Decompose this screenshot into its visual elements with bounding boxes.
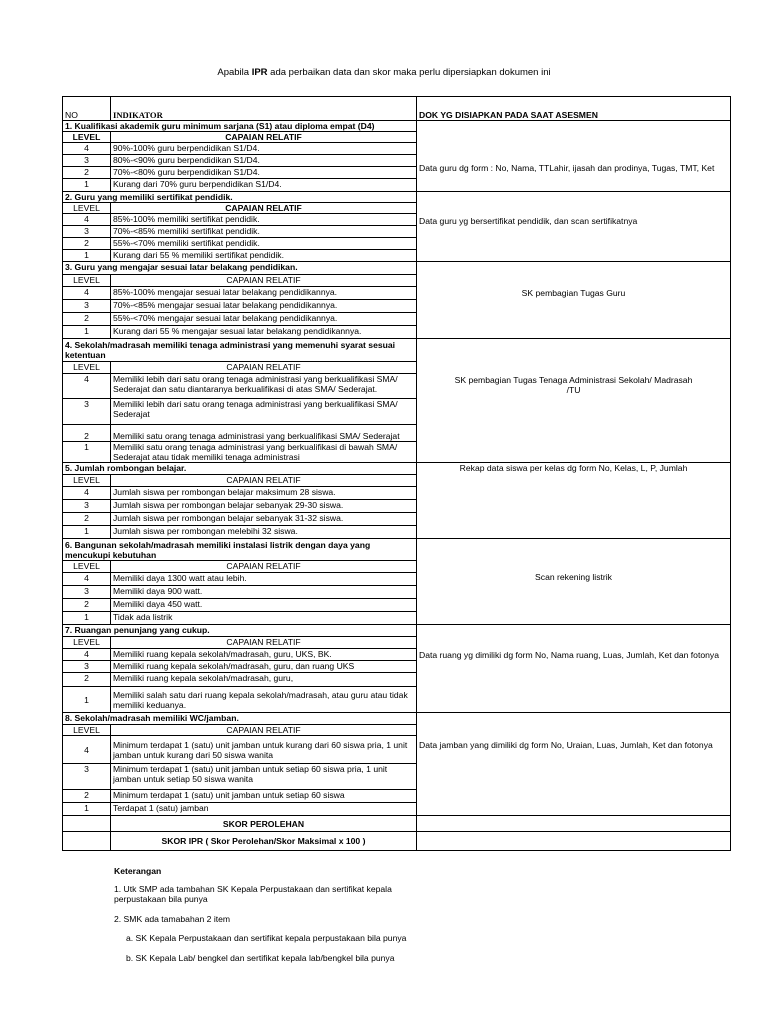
keterangan-item: 1. Utk SMP ada tambahan SK Kepala Perpustakaan dan sertifikat kepala perpustakaan bila punya	[114, 883, 392, 904]
section-title-row	[63, 262, 731, 275]
level-value: 1	[63, 179, 111, 192]
criteria-text: Kurang dari 55 % memiliki sertifikat pendidik.	[111, 250, 417, 262]
level-header: LEVEL	[63, 475, 111, 487]
level-value: 3	[63, 586, 111, 599]
skor-ipr-empty	[63, 832, 111, 851]
dok-cell-3: SK pembagian Tugas Guru	[417, 262, 731, 339]
capaian-header: CAPAIAN RELATIF	[111, 637, 417, 649]
dok-cell-4: SK pembagian Tugas Tenaga Administrasi Sekolah/ Madrasah /TU	[417, 339, 731, 463]
skor-ipr-value	[417, 832, 731, 851]
level-value: 1	[63, 612, 111, 625]
level-value: 4	[63, 487, 111, 500]
criteria-text: 85%-100% mengajar sesuai latar belakang pendidikannya.	[111, 287, 417, 300]
level-value: 3	[63, 226, 111, 238]
level-value: 3	[63, 399, 111, 425]
level-header: LEVEL	[63, 362, 111, 374]
criteria-text: Terdapat 1 (satu) jamban	[111, 803, 417, 816]
skor-perolehan-label: SKOR PEROLEHAN	[111, 816, 417, 832]
level-value: 4	[63, 573, 111, 586]
criteria-text: Memiliki daya 1300 watt atau lebih.	[111, 573, 417, 586]
capaian-header: CAPAIAN RELATIF	[111, 475, 417, 487]
keterangan-item: a. SK Kepala Perpustakaan dan sertifikat kepala perpustakaan bila punya	[126, 933, 407, 943]
section-title-1: 1. Kualifikasi akademik guru minimum sarjana (S1) atau diploma empat (D4)	[63, 121, 417, 132]
level-value: 3	[63, 300, 111, 313]
criteria-text: 70%-<85% memiliki sertifikat pendidik.	[111, 226, 417, 238]
criteria-text: Tidak ada listrik	[111, 612, 417, 625]
criteria-text: Jumlah siswa per rombongan belajar maksimum 28 siswa.	[111, 487, 417, 500]
header-indikator: INDIKATOR	[111, 97, 417, 121]
keterangan-notes	[114, 866, 414, 972]
section-title-5: 5. Jumlah rombongan belajar.	[63, 463, 417, 475]
section-title-row	[63, 121, 731, 132]
header-dok: DOK YG DISIAPKAN PADA SAAT ASESMEN	[417, 97, 731, 121]
criteria-text: Kurang dari 70% guru berpendidikan S1/D4.	[111, 179, 417, 192]
level-value: 2	[63, 425, 111, 442]
criteria-text: Memiliki ruang kepala sekolah/madrasah, guru,	[111, 673, 417, 687]
table-header-row	[63, 97, 731, 121]
criteria-text: 90%-100% guru berpendidikan S1/D4.	[111, 143, 417, 155]
level-value: 4	[63, 287, 111, 300]
intro-text-after: ada perbaikan data dan skor maka perlu dipersiapkan dokumen ini	[267, 67, 551, 78]
capaian-header: CAPAIAN RELATIF	[111, 203, 417, 214]
level-value: 3	[63, 155, 111, 167]
level-header: LEVEL	[63, 275, 111, 287]
skor-perolehan-row	[63, 816, 731, 832]
skor-perolehan-value	[417, 816, 731, 832]
skor-ipr-label: SKOR IPR ( Skor Perolehan/Skor Maksimal x 100 )	[111, 832, 417, 851]
criteria-text: Jumlah siswa per rombongan belajar sebanyak 29-30 siswa.	[111, 500, 417, 513]
capaian-header: CAPAIAN RELATIF	[111, 362, 417, 374]
level-value: 3	[63, 661, 111, 673]
criteria-text: Jumlah siswa per rombongan belajar sebanyak 31-32 siswa.	[111, 513, 417, 526]
section-title-row	[63, 339, 731, 362]
criteria-text: Memiliki salah satu dari ruang kepala sekolah/madrasah, atau guru atau tidak memiliki keduanya.	[111, 687, 417, 713]
section-title-4: 4. Sekolah/madrasah memiliki tenaga administrasi yang memenuhi syarat sesuai ketentuan	[63, 339, 417, 362]
capaian-header: CAPAIAN RELATIF	[111, 275, 417, 287]
level-value: 3	[63, 500, 111, 513]
level-value: 1	[63, 803, 111, 816]
keterangan-item: 2. SMK ada tamabahan 2 item	[114, 913, 231, 924]
section-title-row	[63, 539, 731, 561]
level-header: LEVEL	[63, 203, 111, 214]
keterangan-title: Keterangan	[114, 866, 162, 876]
capaian-header: CAPAIAN RELATIF	[111, 132, 417, 143]
level-value: 1	[63, 442, 111, 463]
level-value: 4	[63, 143, 111, 155]
level-value: 4	[63, 214, 111, 226]
criteria-text: 55%-<70% mengajar sesuai latar belakang pendidikannya.	[111, 313, 417, 326]
section-title-7: 7. Ruangan penunjang yang cukup.	[63, 625, 417, 637]
level-value: 2	[63, 599, 111, 612]
level-value: 4	[63, 374, 111, 399]
intro-text-bold: IPR	[251, 67, 268, 78]
level-value: 2	[63, 513, 111, 526]
level-value: 4	[63, 736, 111, 764]
criteria-text: Jumlah siswa per rombongan melebihi 32 siswa.	[111, 526, 417, 539]
section-title-6: 6. Bangunan sekolah/madrasah memiliki instalasi listrik dengan daya yang mencukupi kebutuhan	[63, 539, 417, 561]
section-title-row	[63, 625, 731, 637]
section-title-3: 3. Guru yang mengajar sesuai latar belakang pendidikan.	[63, 262, 417, 275]
criteria-text: 55%-<70% memiliki sertifikat pendidik.	[111, 238, 417, 250]
section-title-8: 8. Sekolah/madrasah memiliki WC/jamban.	[63, 713, 417, 725]
criteria-text: Minimum terdapat 1 (satu) unit jamban untuk setiap 60 siswa pria, 1 unit jamban untuk setiap 50 siswa wanita	[111, 764, 417, 790]
criteria-text: 80%-<90% guru berpendidikan S1/D4.	[111, 155, 417, 167]
dok-cell-8: Data jamban yang dimiliki dg form No, Uraian, Luas, Jumlah, Ket dan fotonya	[417, 713, 731, 816]
skor-perolehan-empty	[63, 816, 111, 832]
criteria-text: Memiliki satu orang tenaga administrasi yang berkualifikasi di bawah SMA/ Sederajat atau tidak memiliki tenaga administrasi	[111, 442, 417, 463]
level-value: 4	[63, 649, 111, 661]
level-value: 1	[63, 526, 111, 539]
criteria-text: Memiliki lebih dari satu orang tenaga administrasi yang berkualifikasi SMA/ Sederajat dan satu diantaranya berkualifikasi di atas SMA/ Sederajat.	[111, 374, 417, 399]
ipr-table	[62, 96, 731, 851]
dok-cell-7: Data ruang yg dimiliki dg form No, Nama ruang, Luas, Jumlah, Ket dan fotonya	[417, 625, 731, 713]
criteria-text: Minimum terdapat 1 (satu) unit jamban untuk setiap 60 siswa	[111, 790, 417, 803]
criteria-text: 70%-<85% mengajar sesuai latar belakang pendidikannya.	[111, 300, 417, 313]
dok-cell-1: Data guru dg form : No, Nama, TTLahir, ijasah dan prodinya, Tugas, TMT, Ket	[417, 121, 731, 192]
level-header: LEVEL	[63, 132, 111, 143]
level-value: 2	[63, 790, 111, 803]
dok-cell-2: Data guru yg bersertifikat pendidik, dan scan sertifikatnya	[417, 192, 731, 262]
criteria-text: Memiliki lebih dari satu orang tenaga administrasi yang berkualifikasi SMA/ Sederajat	[111, 399, 417, 425]
criteria-text: Memiliki ruang kepala sekolah/madrasah, guru, UKS, BK.	[111, 649, 417, 661]
dok-cell-5: Rekap data siswa per kelas dg form No, Kelas, L, P, Jumlah	[417, 463, 731, 539]
level-value: 1	[63, 250, 111, 262]
section-title-row	[63, 713, 731, 725]
capaian-header: CAPAIAN RELATIF	[111, 561, 417, 573]
criteria-text: Memiliki daya 900 watt.	[111, 586, 417, 599]
level-value: 2	[63, 673, 111, 687]
capaian-header: CAPAIAN RELATIF	[111, 725, 417, 736]
level-value: 2	[63, 167, 111, 179]
criteria-text: Memiliki daya 450 watt.	[111, 599, 417, 612]
criteria-text: Minimum terdapat 1 (satu) unit jamban untuk kurang dari 60 siswa pria, 1 unit jamban untuk kurang dari 50 siswa wanita	[111, 736, 417, 764]
intro-note	[0, 67, 768, 78]
level-value: 3	[63, 764, 111, 790]
level-value: 1	[63, 687, 111, 713]
level-header: LEVEL	[63, 637, 111, 649]
header-no: NO	[63, 97, 111, 121]
criteria-text: Memiliki ruang kepala sekolah/madrasah, guru, dan ruang UKS	[111, 661, 417, 673]
level-value: 2	[63, 238, 111, 250]
level-value: 1	[63, 326, 111, 339]
level-header: LEVEL	[63, 725, 111, 736]
criteria-text: Memiliki satu orang tenaga administrasi yang berkualifikasi SMA/ Sederajat	[111, 425, 417, 442]
criteria-text: Kurang dari 55 % mengajar sesuai latar belakang pendidikannya.	[111, 326, 417, 339]
intro-text-before: Apabila	[217, 67, 252, 78]
section-title-2: 2. Guru yang memiliki sertifikat pendidik.	[63, 192, 417, 203]
dok-cell-6: Scan rekening listrik	[417, 539, 731, 625]
section-title-row	[63, 463, 731, 475]
level-header: LEVEL	[63, 561, 111, 573]
keterangan-item: b. SK Kepala Lab/ bengkel dan sertifikat kepala lab/bengkel bila punya	[126, 952, 395, 963]
criteria-text: 70%-<80% guru berpendidikan S1/D4.	[111, 167, 417, 179]
section-title-row	[63, 192, 731, 203]
skor-ipr-row	[63, 832, 731, 851]
criteria-text: 85%-100% memiliki sertifikat pendidik.	[111, 214, 417, 226]
level-value: 2	[63, 313, 111, 326]
